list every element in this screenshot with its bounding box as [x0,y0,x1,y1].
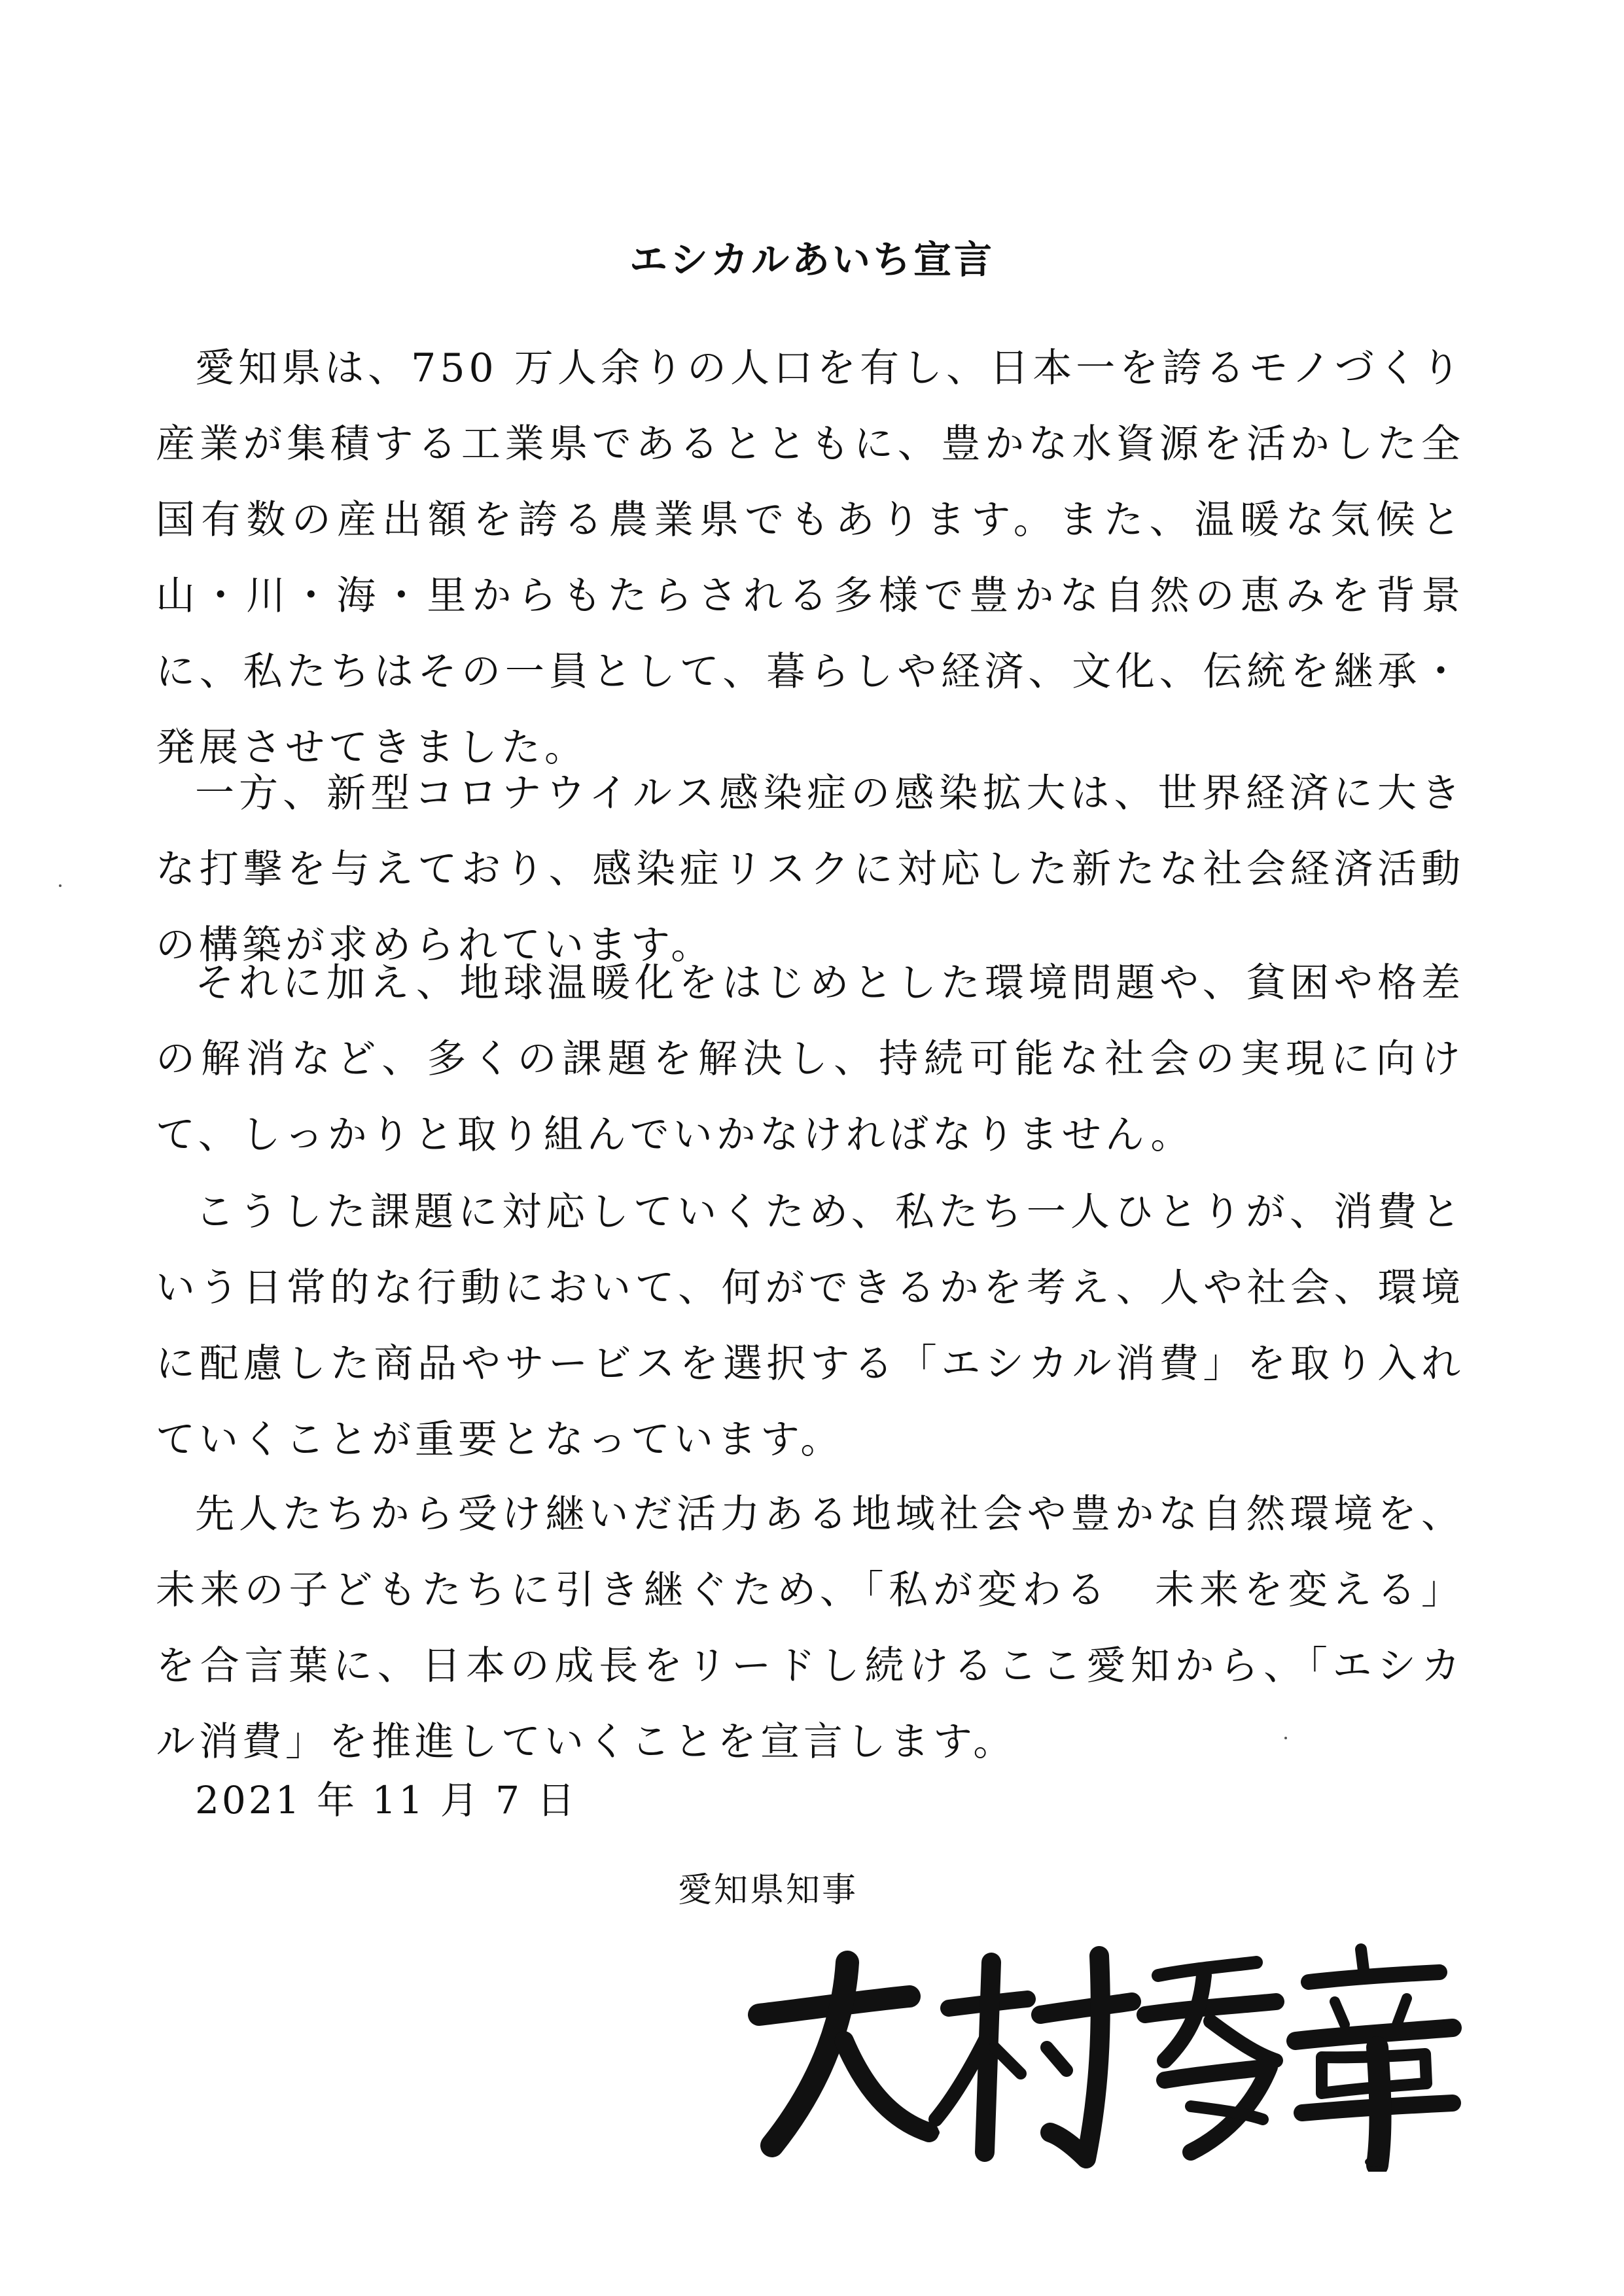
scan-speck [59,884,62,887]
declaration-date: 2021 年 11 月 7 日 [195,1778,578,1822]
paragraph-declaration: 先人たちから受け継いだ活力ある地域社会や豊かな自然環境を、未来の子どもたちに引き継ぐため、「私が変わる 未来を変える」を合言葉に、日本の成長をリードし続けるここ愛知から、「エシカル消費」を推進していくことを宣言します。 [156,1491,1464,1765]
handwritten-signature [733,1936,1466,2172]
paragraph-ethical-consumption: こうした課題に対応していくため、私たち一人ひとりが、消費という日常的な行動において、何ができるかを考え、人や社会、環境に配慮した商品やサービスを選択する「エシカル消費」を取り入れていくことが重要となっています。 [156,1189,1464,1463]
paragraph-covid: 一方、新型コロナウイルス感染症の感染拡大は、世界経済に大きな打撃を与えており、感染症リスクに対応した新たな社会経済活動の構築が求められています。 [156,771,1464,968]
scan-speck [1284,1737,1287,1739]
signatory-title: 愛知県知事 [678,1871,858,1910]
document-title: エシカルあいち宣言 [629,237,995,282]
paragraph-issues: それに加え、地球温暖化をはじめとした環境問題や、貧困や格差の解消など、多くの課題を解決し、持続可能な社会の実現に向けて、しっかりと取り組んでいかなければなりません。 [156,960,1464,1158]
paragraph-intro: 愛知県は、750 万人余りの人口を有し、日本一を誇るモノづくり産業が集積する工業県であるとともに、豊かな水資源を活かした全国有数の産出額を誇る農業県でもあります。また、温暖な気候と山・川・海・里からもたらされる多様で豊かな自然の恵みを背景に、私たちはその一員として、暮らしや経済、文化、伝統を継承・発展させてきました。 [156,345,1464,771]
signature-brush-strokes [733,1936,1466,2172]
